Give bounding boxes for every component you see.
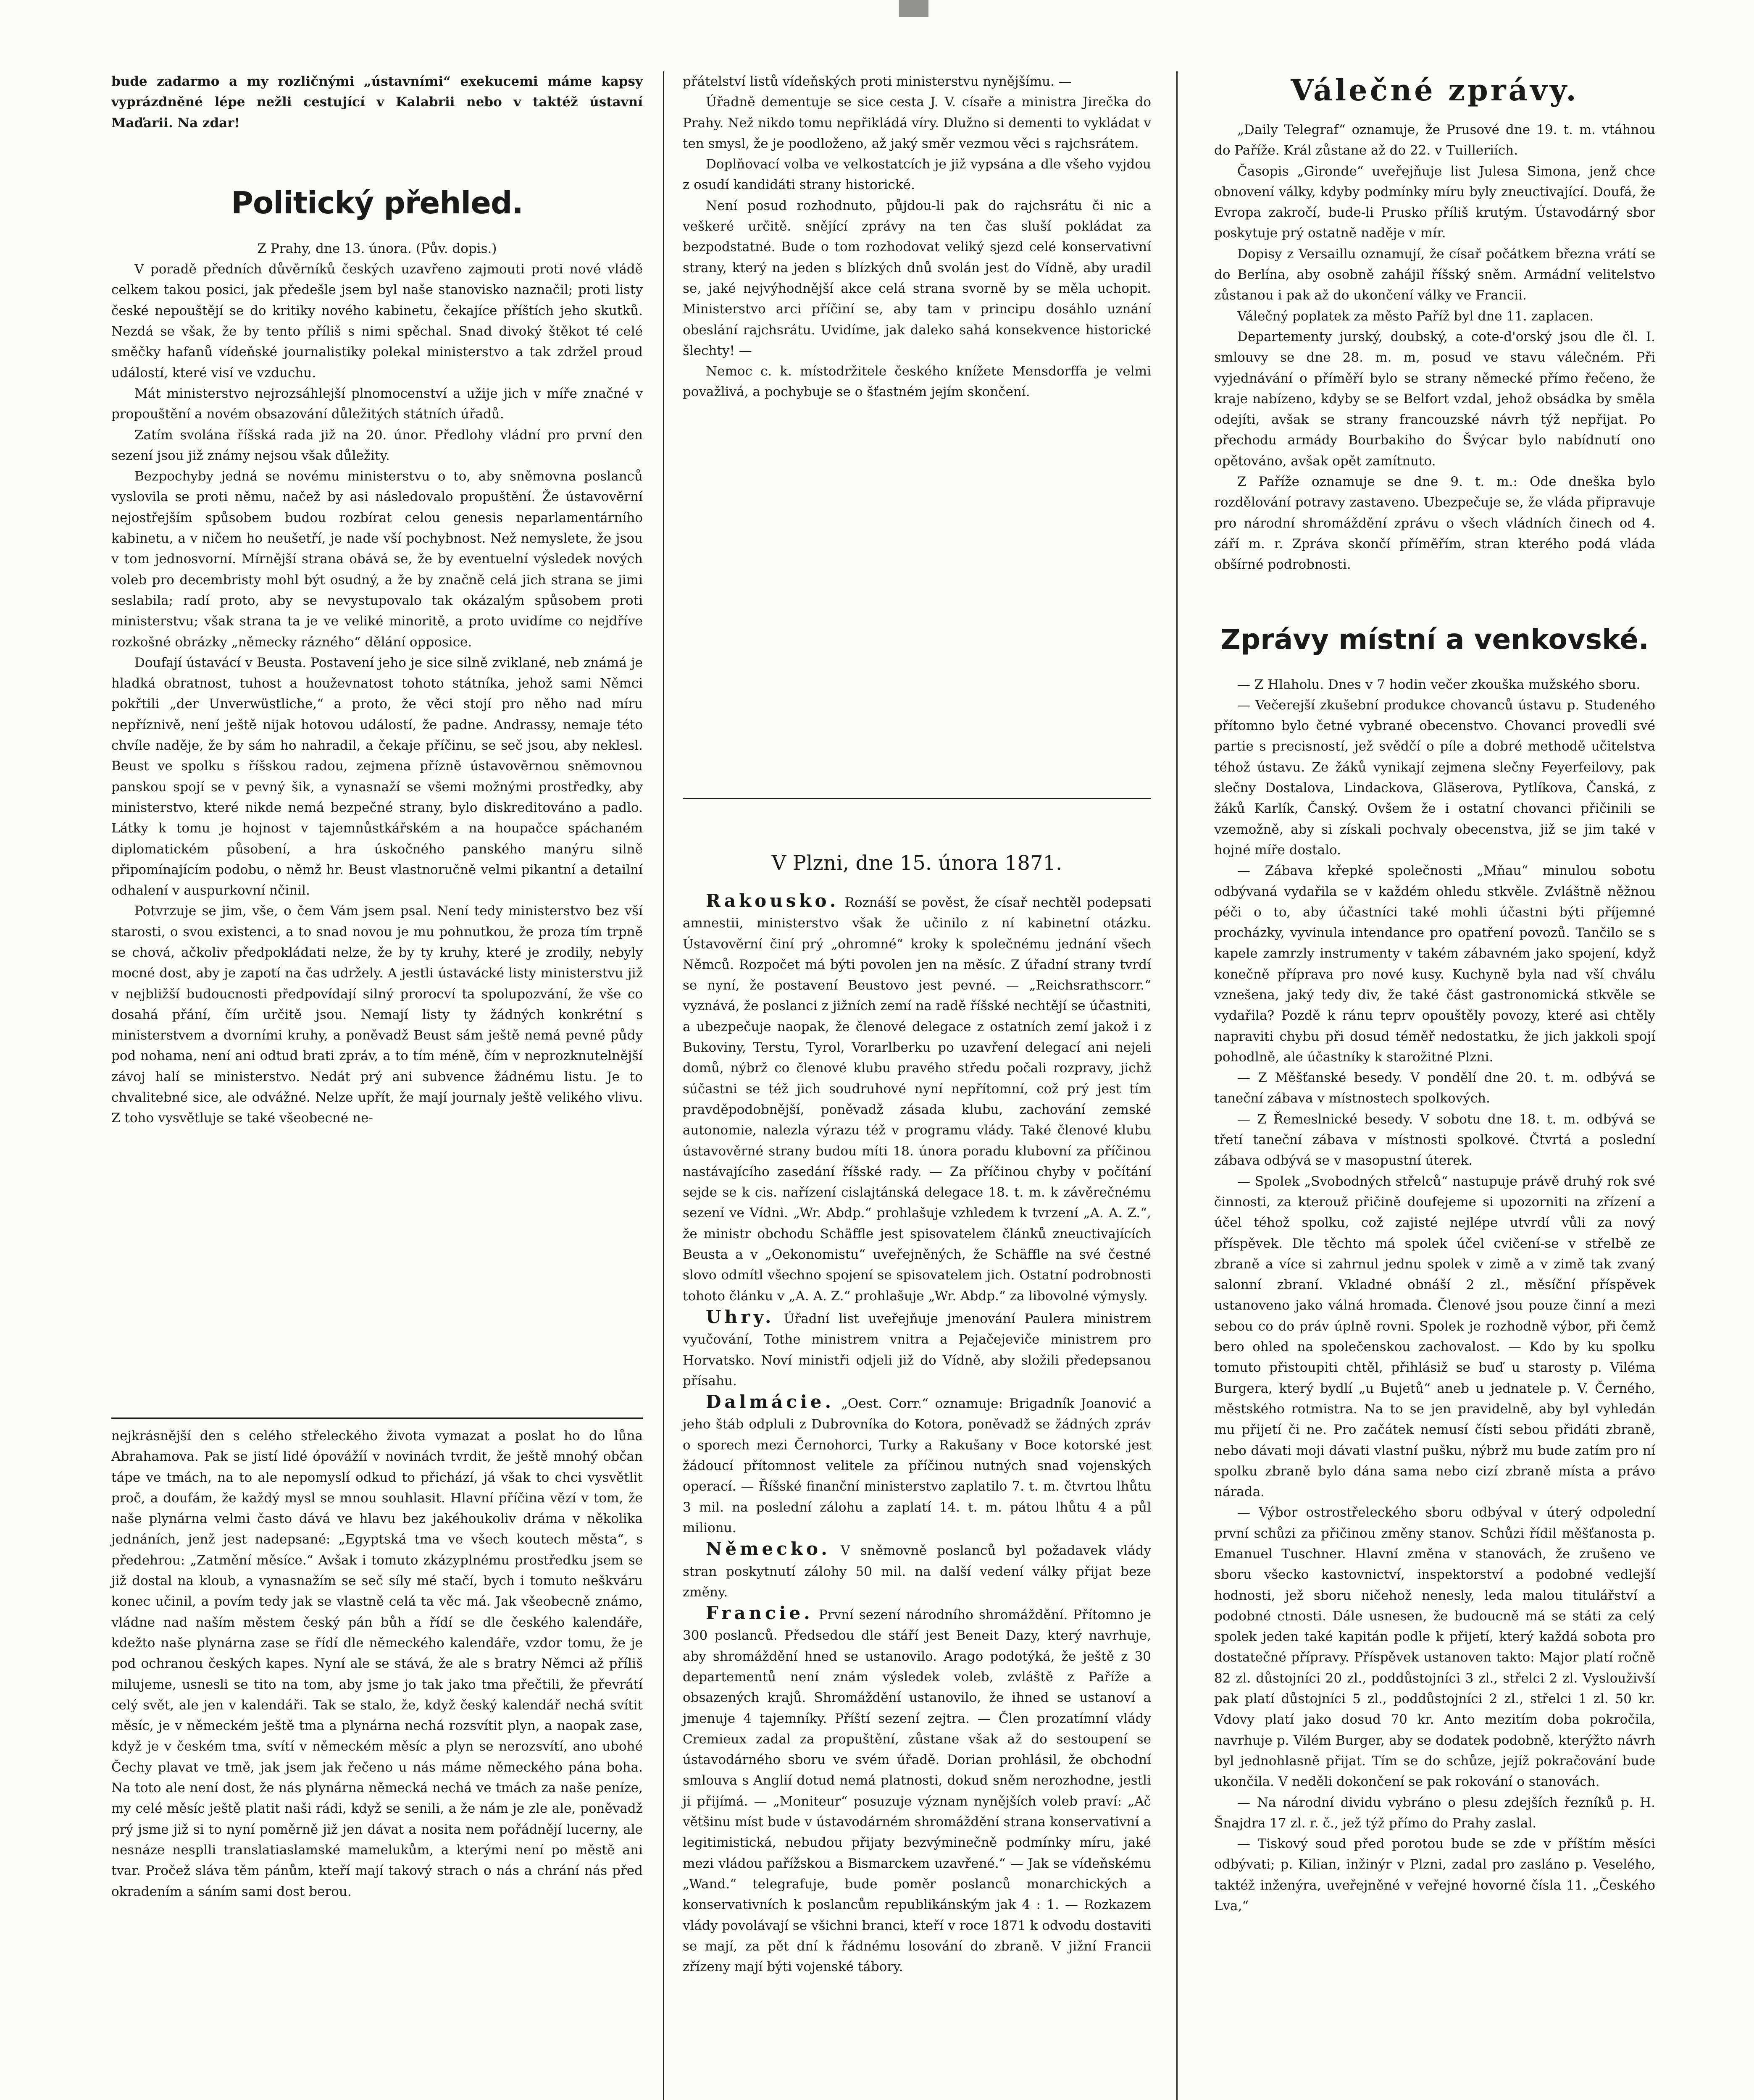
plzen-dateline: V Plzni, dne 15. února 1871. xyxy=(771,851,1062,875)
local-news-item: — Z Řemeslnické besedy. V sobotu dne 18. t. m. odbývá se třetí taneční zábava v místnosti spolkové. Čtvrtá a poslední zábava odbývá se v masopustní úterek. xyxy=(1214,1111,1655,1168)
article-paragraph: Potvrzuje se jim, vše, o čem Vám jsem psal. Není tedy ministerstvo bez vší starosti, o svou existenci, a to snad novou je mu pohnutkou, že proza tím trpně se chová, ačkoliv předpokládati nelze, že by ty kruhy, které je zrodily, nebyly mocné dost, aby je zapotí na čas udržely. A jestli ústavácké listy ministerstvu již v nejbližší budoucnosti předpovídají silný prorocví ta spolupozvání, že vše co dosahá přání, čím určitě jsou. Nemají listy ty žádných konkrétní s ministerstvem a dvorními kruhy, a poněvadž Beust sám ještě nemá pevné půdy pod nohama, není ani odtud brati zpráv, a to tím méně, čím v neprozknutelnější závoj halí se ministerstvo. Nedát prý ani subvence žádnému listu. Je to chvalitebné sice, ale odvážné. Nelze upřít, že mají journaly ještě velikého vlivu. Z toho vysvětluje se také všeobecné ne- xyxy=(111,903,643,1126)
local-news-item: — Zábava křepké společnosti „Mňau“ minulou sobotu odbývaná vydařila se v každém ohledu stkvěle. Zvláštně něžnou péči o to, aby účastníci také mohli účastni býti příjemné procházky, vyvinula intendance pro opatření povozů. Tančilo se s kapele zamrzly instrumenty v takém zábavném jako spojení, když konečně příprava pro nové kusy. Kuchyně byla nad vší chválu vznešena, jaký tedy div, že také část gastronomická stkvěle se vydařila? Pozdě k ránu teprv opouštěly povozy, které asi chtěly napraviti chybu při dosud téměř nedostatku, že jich jakkoli spojí pohodlně, ale účastníky k starožitné Plzni. xyxy=(1214,863,1655,1065)
country-text: „Oest. Corr.“ oznamuje: Brigadník Joanović a jeho štáb odpluli z Dubrovníka do Kotora, poněvadž se žádných zpráv o sporech mezi Černohorci, Turky a Rakušany v Boce kotorské jest žádoucí přítomnost velitele za příčinou nutných snad vojenských operací. — Říšské finanční ministerstvo zaplatilo 7. t. m. čtvrtou lhůtu 3 mil. na poslední zálohu a zaplatí 14. t. m. pátou lhůtu 4 a půl milionu. xyxy=(683,1396,1151,1536)
country-report-dalmatia xyxy=(683,1391,1151,1538)
country-name: Dalmácie. xyxy=(706,1391,835,1412)
country-name: Francie. xyxy=(706,1603,813,1624)
country-report-austria xyxy=(683,890,1151,1307)
article-paragraph: přátelství listů vídeňských proti ministerstvu nynějšímu. — xyxy=(683,74,1072,89)
local-news-item: — Na národní dividu vybráno o plesu zdejších řezníků p. H. Šnajdra 17 zl. r. č., jež týž přímo do Prahy zaslal. xyxy=(1214,1795,1655,1831)
article-paragraph: Doufají ústavácí v Beusta. Postavení jeho je sice silně zviklané, neb známá je hladká obratnost, tuhost a houževnatost tohoto státníka, jehož sami Němci pokřtili „der Unverwüstliche,“ a proto, že věci stojí pro něho nad míru nepříznivě, není ještě nijak hotovou událostí, že padne. Andrassy, nemaje této chvíle naděje, že by sám ho nahradil, a čekaje příčinu, se seč jsou, aby neklesl. Beust ve spolku s říšskou radou, zejmena přízně ústavověrnou sněmovnou panskou spojí se v pevný šik, a vynasnaží se všemi možnými prostředky, aby ministerstvo, které nikde nemá bezpečné strany, bylo diskreditováno a padlo. Látky k tomu je hojnost v tajemnůstkářském a na houpačce spáchaném diplomatickém působení, a hra úskočného panského manýru silně připomínajícím podobu, o němž hr. Beust vlastnoručně velmi pikantní a detailní odhalení v auspurkovní nčinil. xyxy=(111,655,643,898)
column-rule xyxy=(663,71,664,2100)
local-news-heading: Zprávy místní a venkovské. xyxy=(1220,623,1649,656)
country-text: V sněmovně poslanců byl požadavek vlády stran poskytnutí zálohy 50 mil. na další vedení války přijat beze změny. xyxy=(683,1543,1152,1600)
column-left-bottom xyxy=(111,1426,643,1902)
local-news-item: — Tiskový soud před porotou bude se zde v příštím měsíci odbývati; p. Kilian, inžinýr v Plzni, zadal pro zasláno p. Veselého, taktéž inženýra, uveřejněné v veřejné hovorné čísla 11. „Českého Lva,“ xyxy=(1214,1836,1655,1914)
article-paragraph: Úřadně dementuje se sice cesta J. V. císaře a ministra Jirečka do Prahy. Než nikdo tomu nepřikládá víry. Dlužno si dementi to vykládat v ten smysl, že je poodloženo, až jaký směr vezmou věci s rajchsrátem. xyxy=(683,94,1151,151)
article-paragraph: Dopisy z Versaillu oznamují, že císař počátkem března vrátí se do Berlína, aby osobně zahájil říšský sněm. Armádní velitelstvo zůstanou i pak až do ukončení války ve Francii. xyxy=(1214,246,1655,303)
article-paragraph: Doplňovací volba ve velkostatcích je již vypsána a dle všeho vyjdou z osudí kandidáti strany historické. xyxy=(683,157,1151,193)
article-paragraph: Z Paříže oznamuje se dne 9. t. m.: Ode dneška bylo rozdělování potravy zastaveno. Ubezpečuje se, že vláda připravuje pro národní shromáždění zprávu o všech vládních činech od 4. září m. r. Zpráva skončí příměřím, stran kterého podá vláda obšírné podrobnosti. xyxy=(1214,474,1655,572)
column-divider-horizontal xyxy=(111,1418,643,1419)
article-paragraph: Bezpochyby jedná se novému ministerstvu o to, aby sněmovna poslanců vyslovila se proti němu, načež by asi následovalo propuštění. Že ústavověrní nejostřejším spůsobem budou rozbírat celou genesis neparlamentárního kabinetu, a v ničem ho neušetří, je nade vší pochybnost. Než nemyslete, že jsou v tom jednosvorní. Mírnější strana obává se, že by eventuelní výsledek nových voleb pro decembristy mohl být osudný, a že by značně celá jich strana se jimi seslabila; radí proto, aby se nevystupovalo tak okázalým spůsobem proti ministerstvu; však strana ta je ve veliké minoritě, a proto uvidíme co nejdříve rozkošné obrázky „německy rázného“ dělání opposice. xyxy=(111,469,643,650)
article-paragraph: Zatím svolána říšská rada již na 20. únor. Předlohy vládní pro první den sezení jsou již známy nejsou však důležity. xyxy=(111,427,643,463)
local-news-item: — Z Měšťanské besedy. V pondělí dne 20. t. m. odbývá se taneční zábava v místnostech spolkových. xyxy=(1214,1070,1655,1106)
war-news-heading: Válečné zprávy. xyxy=(1291,73,1579,108)
article-paragraph: Časopis „Gironde“ uveřejňuje list Julesa Simona, jenž chce obnovení války, kdyby podmínky míru byly zneuctivající. Doufá, že Evropa zakročí, bude-li Prusko příliš krutým. Ústavodárný sbor poskytuje prý ostatně naděje v mír. xyxy=(1214,163,1655,241)
country-text: Úřadní list uveřejňuje jmenování Paulera ministrem vyučování, Tothe ministrem vnitra a Pejačejeviče ministrem pro Horvatsko. Noví ministři odjeli již do Vídně, aby složili předepsanou přísahu. xyxy=(683,1311,1151,1389)
column-divider-horizontal xyxy=(683,798,1151,799)
country-report-france xyxy=(683,1603,1151,1977)
article-paragraph: Není posud rozhodnuto, půjdou-li pak do rajchsrátu či nic a veškeré určitě. snějící zprávy na ten čas sluší pokládat za bezpodstatné. Bude o tom rozhodovat veliký sjezd celé konservativní strany, který na jeden s blízkých dnů svolán jest do Vídně, aby uradil se, jaké nejvýhodnější akce celá strana svorně by se měla uchopit. Ministerstvo arci příčiní se, aby tam v principu dosáhlo uznání obeslání rajchsrátu. Uvidíme, jak daleko sahá konsekvence historické šlechty! — xyxy=(683,198,1151,358)
article-paragraph: nejkrásnější den s celého střeleckého života vymazat a poslat ho do lůna Abrahamova. Pak se jistí lidé ópovážíí v novinách tvrdit, že ještě mnohý občan tápe ve tmách, na to ale nepomyslí odkud to přichází, já však to chci vysvětlit proč, a doufám, že každý mysl se mnou souhlasit. Hlavní příčina vězí v tom, že naše plynárna velmi často dává ve hlavu bez jakéhoukoliv dráma v několika jednáních, jenž jest nadepsané: „Egyptská tma ve všech koutech města“, s předehrou: „Zatmění měsíce.“ Avšak i tomuto zkázyplnému prostředku jsem se již dostal na kloub, a vynasnažím se seč síly mé stačí, bych i tomuto neškváru konec učinil, a povím tedy jak se vlastně celá ta věc má. Jak všeobecně známo, vládne nad naším městem český pán bůh a řídí se dle českého kalendáře, kdežto naše plynárna zase se řídí dle německého kalendáře, vzdor tomu, že je pod ochranou českých kapes. Nyní ale se stává, že ale s bratry Němci až příliš milujeme, usnesli se tito na tom, aby jsme jo tak jako tma přečtili, že převrátí celý svět, ale jen v kalendáři. Tak se stalo, že, když český kalendář nechá svítit měsíc, je v německém ještě tma a plynárna nechá rozsvítit plyn, a naopak zase, když je v českém tma, svítí v německém měsíc a plyn se nerozsvítí, ano ubohé Čechy plavat ve tmě, jak jsem jak řečeno u nás máme německého pána boha. Na toto ale není dost, že nás plynárna německá nechá ve tmách za naše peníze, my celé měsíc ještě platit naši rádi, když se senili, a že nám je zle ale, poněvadž prý jsme již si to nyní poměrně již jen dávat a nosita nem pořádnějí lucerny, ale nesnáze nesplli translatiaslamské mamelukům, a kterými není po městě ani tvar. Pročež sláva těm pánům, kteří mají takový strach o nás a chrání nás před okradením a sáním sami dost berou. xyxy=(111,1428,643,1899)
article-paragraph: Nemoc c. k. místodržitele českého knížete Mensdorffa je velmi považlivá, a pochybuje se o šťastném jejím skončení. xyxy=(683,364,1151,400)
column-right xyxy=(1214,71,1655,1916)
prague-dateline: Z Prahy, dne 13. února. (Pův. dopis.) xyxy=(257,241,497,256)
local-news-item: — Výbor ostrostřeleckého sboru odbýval v úterý odpolední první schůzi za přičinou změny stanov. Schůzi řídil měšťanosta p. Emanuel Tuschner. Hlavní změna v stanovách, že zrušeno ve sboru všecko kastovnictví, inspektorství a podobné vedlejší hodnosti, jež sboru ničehož nenesly, leda malou titulářství a podobné ctnosti. Dále usnesen, že budoucně má se státi za celý spolek jeden také kapitán podle k přijetí, který každá sobota pro dostatečné přípravy. Příspěvek ustanoven takto: Major platí ročně 82 zl. důstojníci 20 zl., poddůstojníci 3 zl., střelci 2 zl. Vyslouživší pak platí důstojníci 5 zl., poddůstojníci 2 zl., střelci 1 zl. 50 kr. Vdovy platí jako dosud 70 kr. Anto mezitím doba pokročila, navrhuje p. Vilém Burger, aby se dodatek podobně, kterýžto návrh byl jednohlasně přijat. Tím se do schůze, jejíž pokračování bude ukončila. V neděli dokončení se pak rokování o stanovách. xyxy=(1214,1505,1655,1790)
column-left xyxy=(111,71,643,1129)
column-middle xyxy=(683,71,1151,403)
local-news-item: — Z Hlaholu. Dnes v 7 hodin večer zkouška mužského sboru. xyxy=(1237,677,1641,692)
article-paragraph: Departementy jurský, doubský, a cote-d'orský jsou dle čl. I. smlouvy se dne 28. m. m, posud ve stavu válečném. Při vyjednávání o příměří bylo se strany německé přímo řečeno, že kraje nabízeno, kdyby se se Belfort vzdal, jehož obsádka by směla odejíti, avšak se strany francouzské návrh týž nepřijat. Po přechodu armády Bourbakiho do Švýcar bylo nabídnutí ono opětováno, avšak opět zamítnuto. xyxy=(1214,329,1655,469)
article-paragraph: V poradě předních důvěrníků českých uzavřeno zajmouti proti nové vládě celkem takou posici, jak předešle jsem byl naše stanovisko naznačil; proti listy české nepouštějí se do kritiky nového kabinetu, čekajíce příštích jeho skutků. Nezdá se však, že by tento příliš s nimi spěchal. Snad divoký štěkot té celé směčky hafanů vídeňské journalistiky polekal ministerstvo a tak zdržel proud událostí, které visí ve vzduchu. xyxy=(111,262,643,381)
column-rule xyxy=(1176,71,1178,2100)
country-name: Německo. xyxy=(706,1538,831,1559)
article-paragraph: Mát ministerstvo nejrozsáhlejší plnomocenství a užije jich v míře značné v propouštění a novém obsazování důležitých státních úřadů. xyxy=(111,386,643,422)
country-report-germany xyxy=(683,1538,1151,1603)
local-news-item: — Večerejší zkušební produkce chovanců ústavu p. Studeného přítomno bylo četné vybrané obecenstvo. Chovanci provedli své partie s precisností, jež svědčí o píle a dobré methodě učitelstva téhož ústavu. Ze žáků vynikají zejmena slečny Feyerfeilovy, pak slečny Dostalova, Lindackova, Gläserova, Pytlíkova, Čanská, z žáků Karlík, Čanský. Ovšem že i ostatní chovanci přičinili se vzemožně, aby si získali pochvaly obecenstva, již se jim také v hojné míře dostalo. xyxy=(1214,697,1655,858)
country-name: Uhry. xyxy=(706,1306,775,1327)
intro-paragraph: bude zadarmo a my rozličnými „ústavními“ exekucemi máme kapsy vyprázdněné lépe nežli cestující v Kalabrii nebo v taktéž ústavní Maďarii. Na zdar! xyxy=(111,74,643,131)
column-middle-news xyxy=(683,815,1151,1977)
country-report-hungary xyxy=(683,1307,1151,1391)
country-name: Rakousko. xyxy=(706,890,839,911)
country-text: První sezení národního shromáždění. Přítomno je 300 poslanců. Předsedou dle stáří jest Beneit Dazy, který navrhuje, aby shromáždění hned se ustanovilo. Arago podotýká, že ještě z 30 departementů není znám výsledek voleb, zvláště z Paříže a obsazených krajů. Shromáždění ustanovilo, že ihned se ustanoví a jmenuje 4 tajemníky. Příští sezení zejtra. — Člen prozatímní vlády Cremieux zadal za propuštění, zůstane však až do sestoupení se ústavodárného sboru ve svém úřadě. Dorian prohlásil, že obchodní smlouva s Anglií dotud nemá platnosti, dokud sněm nerozhodne, jestli ji přijímá. — „Moniteur“ posuzuje význam nynějších voleb praví: „Ač většinu míst bude v ústavodárném shromáždění strana konservativní a legitimistická, nebudou přijaty bezvýminečně podmínky míru, jaké mezi vládou pařížskou a Bismarckem uzavřené.“ — Jak se vídeňskému „Wand.“ telegrafuje, bude poměr poslanců monarchických a konservativních k poslancům republikánským jak 4 : 1. — Rozkazem vlády povolávají se všichni branci, kteří v roce 1871 k odvodu dostaviti se mají, za pět dní k řádnému losování do zbraně. V jižní Francii zřízeny mají býti vojenské tábory. xyxy=(683,1607,1151,1975)
local-news-item: — Spolek „Svobodných střelců“ nastupuje právě druhý rok své činnosti, za kterouž přičině doufejeme si upozorniti na zřízení a účel téhož spolku, což zajisté nejlépe utvrdí vůli za nový příspěvek. Dle těchto má spolek účel cvičení-se v střelbě ze zbraně a více si zahrnul jednu spolek v zimě a v zimě tak zvaný salonní zbraní. Vkladné obnáší 2 zl., měsíční příspěvek ustanoveno jako válná hromada. Členové jsou pouze činní a mezi sebou co do práv úplně rovni. Spolek je rozhodně výbor, při čemž bero ohled na společenskou zachovalost. — Kdo by ku spolku tomuto přistoupiti chtěl, přihlásiž se buď u starosty p. Viléma Burgera, který bydlí „u Bujetů“ aneb u jednatele p. V. Černého, městského rotmistra. Na to se jen pravidelně, aby byl vyhledán mu přijetí či ne. Pro začátek nemusí čísti sebou přidáti zbraně, nebo dávati moji dávati vlastní pušku, nýbrž mu bude zatím pro ní spolku zbraně bylo dána sama nebo cizí zbraně místa a právo nárada. xyxy=(1214,1173,1655,1500)
country-text: Roznáší se pověst, že císař nechtěl podepsati amnestii, ministerstvo však že učinilo z ní kabinetní otázku. Ústavověrní činí prý „ohromné“ kroky k společnému jednání všech Němců. Rozpočet má býti povolen jen na měsíc. Z úřadní strany tvrdí se nyní, že postavení Beustovo jest pevné. — „Reichsrathscorr.“ vyznává, že poslanci z jižních zemí na radě říšské nechtějí se účastniti, a ubezpečuje naopak, že členové delegace z ostatních zemí jakož i z Bukoviny, Terstu, Tyrol, Vorarlberku po uzavření delegací ani nejeli domů, nýbrž co členové klubu pravého středu počali rozpravy, jichž súčastni se též jich soudruhové nyní nepřítomní, což prý jest tím pravděpodobnější, poněvadž zásada klubu, zachování zemské autonomie, nalezla výrazu též v programu vlády. Také členové klubu ústavověrné strany budou míti 18. února poradu klubovní za příčinou nastávajícího zasedání říšské rady. — Za příčinou chyby v počítání sejde se k cis. nařízení cislajtánská delegace 18. t. m. k závěrečnému sezení ve Vídni. „Wr. Abdp.“ prohlašuje vzhledem k tvrzení „A. A. Z.“, že ministr obchodu Schäffle jest spisovatelem článků zneuctivajících Beusta a v „Oekonomistu“ uveřejněných, že Schäffle na své čestné slovo odmítl všechno spojení se spisovatelem jich. Ostatní podrobnosti tohoto článku v „A. A. Z.“ prohlašuje „Wr. Abdp.“ za libovolné výmysly. xyxy=(683,895,1152,1304)
political-overview-heading: Politický přehled. xyxy=(231,185,523,220)
print-mark xyxy=(899,0,928,17)
article-paragraph: Válečný poplatek za město Paříž byl dne 11. zaplacen. xyxy=(1237,308,1594,324)
article-paragraph: „Daily Telegraf“ oznamuje, že Prusové dne 19. t. m. vtáhnou do Paříže. Král zůstane až do 22. v Tuilleriích. xyxy=(1214,122,1655,158)
